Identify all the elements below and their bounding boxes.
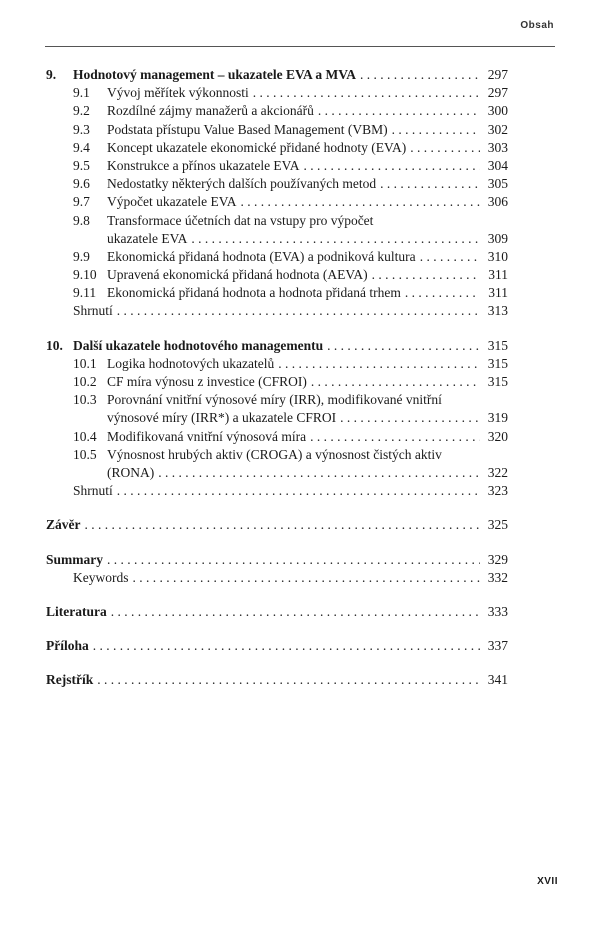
entry-title: Rozdílné zájmy manažerů a akcionářů [107, 103, 314, 119]
toc-entry-10-2[interactable] [46, 373, 508, 391]
toc-entry-9-4[interactable] [46, 139, 508, 157]
entry-title: Podstata přístupu Value Based Management (VBM) [107, 121, 388, 137]
page-number: 320 [487, 428, 508, 444]
entry-number: 10.5 [73, 446, 97, 462]
page-number: 325 [487, 517, 508, 533]
leader-dots [420, 248, 480, 266]
section-title: Literatura [46, 603, 107, 619]
chapter-title: Další ukazatele hodnotového managementu [73, 337, 324, 353]
toc-entry-10-summary[interactable] [46, 482, 508, 500]
entry-number: 9.6 [73, 176, 90, 192]
leader-dots [410, 139, 480, 157]
toc-summary[interactable] [46, 551, 508, 569]
page-number: 329 [487, 551, 508, 567]
toc-chapter-10[interactable] [46, 337, 508, 355]
entry-number: 9.11 [73, 285, 97, 301]
entry-number: 9.2 [73, 103, 90, 119]
entry-title-line2: ukazatele EVA [107, 230, 188, 246]
toc-entry-9-9[interactable] [46, 248, 508, 266]
leader-dots [372, 266, 480, 284]
page-number: 311 [488, 285, 508, 301]
leader-dots [311, 373, 480, 391]
page-number: 332 [487, 569, 508, 585]
entry-title: Konstrukce a přínos ukazatele EVA [107, 157, 300, 173]
toc-entry-10-3[interactable] [46, 391, 508, 427]
page-number: 319 [487, 410, 508, 426]
toc-zaver[interactable] [46, 516, 508, 534]
leader-dots [340, 409, 480, 427]
leader-dots [380, 175, 480, 193]
header-rule [45, 46, 555, 47]
leader-dots [133, 569, 481, 587]
toc-entry-9-5[interactable] [46, 157, 508, 175]
section-title: Keywords [73, 569, 129, 585]
leader-dots [191, 230, 480, 248]
running-header: Obsah [520, 20, 554, 31]
table-of-contents [46, 66, 508, 689]
page-number: 303 [487, 139, 508, 155]
toc-entry-9-summary[interactable] [46, 302, 508, 320]
leader-dots [405, 284, 480, 302]
toc-entry-9-3[interactable] [46, 121, 508, 139]
page-number: 306 [487, 194, 508, 210]
toc-entry-9-2[interactable] [46, 102, 508, 120]
leader-dots [327, 337, 480, 355]
toc-rejstrik[interactable] [46, 671, 508, 689]
leader-dots [318, 102, 480, 120]
toc-literatura[interactable] [46, 603, 508, 621]
page-number: 302 [487, 121, 508, 137]
leader-dots [158, 464, 480, 482]
leader-dots [107, 551, 480, 569]
entry-title-line1: Porovnání vnitřní výnosové míry (IRR), modifikované vnitřní [107, 392, 442, 408]
folio-page-number: XVII [537, 876, 558, 887]
entry-title-line2: (RONA) [107, 464, 155, 480]
chapter-number: 10. [46, 337, 63, 353]
leader-dots [240, 193, 480, 211]
toc-priloha[interactable] [46, 637, 508, 655]
leader-dots [85, 516, 481, 534]
page-number: 341 [487, 672, 508, 688]
entry-title: Upravená ekonomická přidaná hodnota (AEVA) [107, 267, 368, 283]
entry-number: 9.10 [73, 267, 97, 283]
entry-title: Logika hodnotových ukazatelů [107, 355, 275, 371]
entry-title: Nedostatky některých dalších používaných metod [107, 176, 377, 192]
entry-title: Ekonomická přidaná hodnota a hodnota přidaná trhem [107, 285, 401, 301]
entry-title-line2: výnosové míry (IRR*) a ukazatele CFROI [107, 410, 337, 426]
toc-entry-9-7[interactable] [46, 193, 508, 211]
entry-number: 9.8 [73, 212, 90, 228]
section-title: Příloha [46, 638, 89, 654]
entry-title: Shrnutí [73, 303, 113, 319]
entry-title: Ekonomická přidaná hodnota (EVA) a podniková kultura [107, 248, 416, 264]
entry-number: 9.4 [73, 139, 90, 155]
page-number: 323 [487, 483, 508, 499]
page-number: 311 [488, 267, 508, 283]
page-number: 315 [487, 355, 508, 371]
toc-entry-10-1[interactable] [46, 355, 508, 373]
section-title: Summary [46, 551, 103, 567]
entry-title: CF míra výnosu z investice (CFROI) [107, 374, 307, 389]
chapter-title: Hodnotový management – ukazatele EVA a MVA [73, 67, 357, 82]
page-number: 333 [487, 603, 508, 619]
leader-dots [278, 355, 480, 373]
entry-number: 9.9 [73, 248, 90, 264]
entry-title: Vývoj měřítek výkonnosti [107, 85, 249, 101]
entry-title: Koncept ukazatele ekonomické přidané hodnoty (EVA) [107, 139, 407, 155]
entry-number: 9.1 [73, 85, 90, 101]
page-number: 322 [487, 464, 508, 480]
leader-dots [392, 121, 480, 139]
leader-dots [303, 157, 480, 175]
toc-entry-9-6[interactable] [46, 175, 508, 193]
page-number: 310 [487, 248, 508, 264]
toc-entry-9-10[interactable] [46, 266, 508, 284]
entry-number: 9.5 [73, 157, 90, 173]
page-number: 297 [487, 85, 508, 101]
section-title: Závěr [46, 517, 81, 533]
entry-number: 10.4 [73, 428, 97, 444]
toc-chapter-9[interactable] [46, 66, 508, 84]
entry-number: 10.2 [73, 374, 97, 389]
section-title: Rejstřík [46, 672, 94, 688]
page-number: 300 [487, 103, 508, 119]
entry-title: Shrnutí [73, 483, 113, 499]
leader-dots [253, 84, 480, 102]
entry-number: 10.3 [73, 392, 97, 408]
leader-dots [111, 603, 480, 621]
toc-entry-9-1[interactable] [46, 84, 508, 102]
chapter-number: 9. [46, 67, 57, 82]
toc-entry-10-4[interactable] [46, 428, 508, 446]
entry-title: Výpočet ukazatele EVA [107, 194, 237, 210]
leader-dots [93, 637, 480, 655]
entry-title-line1: Výnosnost hrubých aktiv (CROGA) a výnosnost čistých aktiv [107, 446, 442, 462]
leader-dots [117, 482, 480, 500]
page-number: 315 [487, 374, 508, 389]
page-number: 337 [487, 638, 508, 654]
entry-title-line1: Transformace účetních dat na vstupy pro výpočet [107, 212, 374, 228]
toc-keywords[interactable] [46, 569, 508, 587]
leader-dots [360, 66, 480, 84]
page-number: 315 [487, 337, 508, 353]
entry-number: 9.3 [73, 121, 90, 137]
toc-entry-9-11[interactable] [46, 284, 508, 302]
leader-dots [117, 302, 480, 320]
entry-number: 9.7 [73, 194, 90, 210]
entry-number: 10.1 [73, 355, 97, 371]
page-number: 304 [487, 157, 508, 173]
page-number: 305 [487, 176, 508, 192]
leader-dots [310, 428, 480, 446]
entry-title: Modifikovaná vnitřní výnosová míra [107, 428, 307, 444]
leader-dots [97, 671, 480, 689]
page-number: 297 [487, 67, 508, 82]
page-number: 309 [487, 230, 508, 246]
toc-entry-10-5[interactable] [46, 446, 508, 482]
page-number: 313 [487, 303, 508, 319]
toc-entry-9-8[interactable] [46, 212, 508, 248]
